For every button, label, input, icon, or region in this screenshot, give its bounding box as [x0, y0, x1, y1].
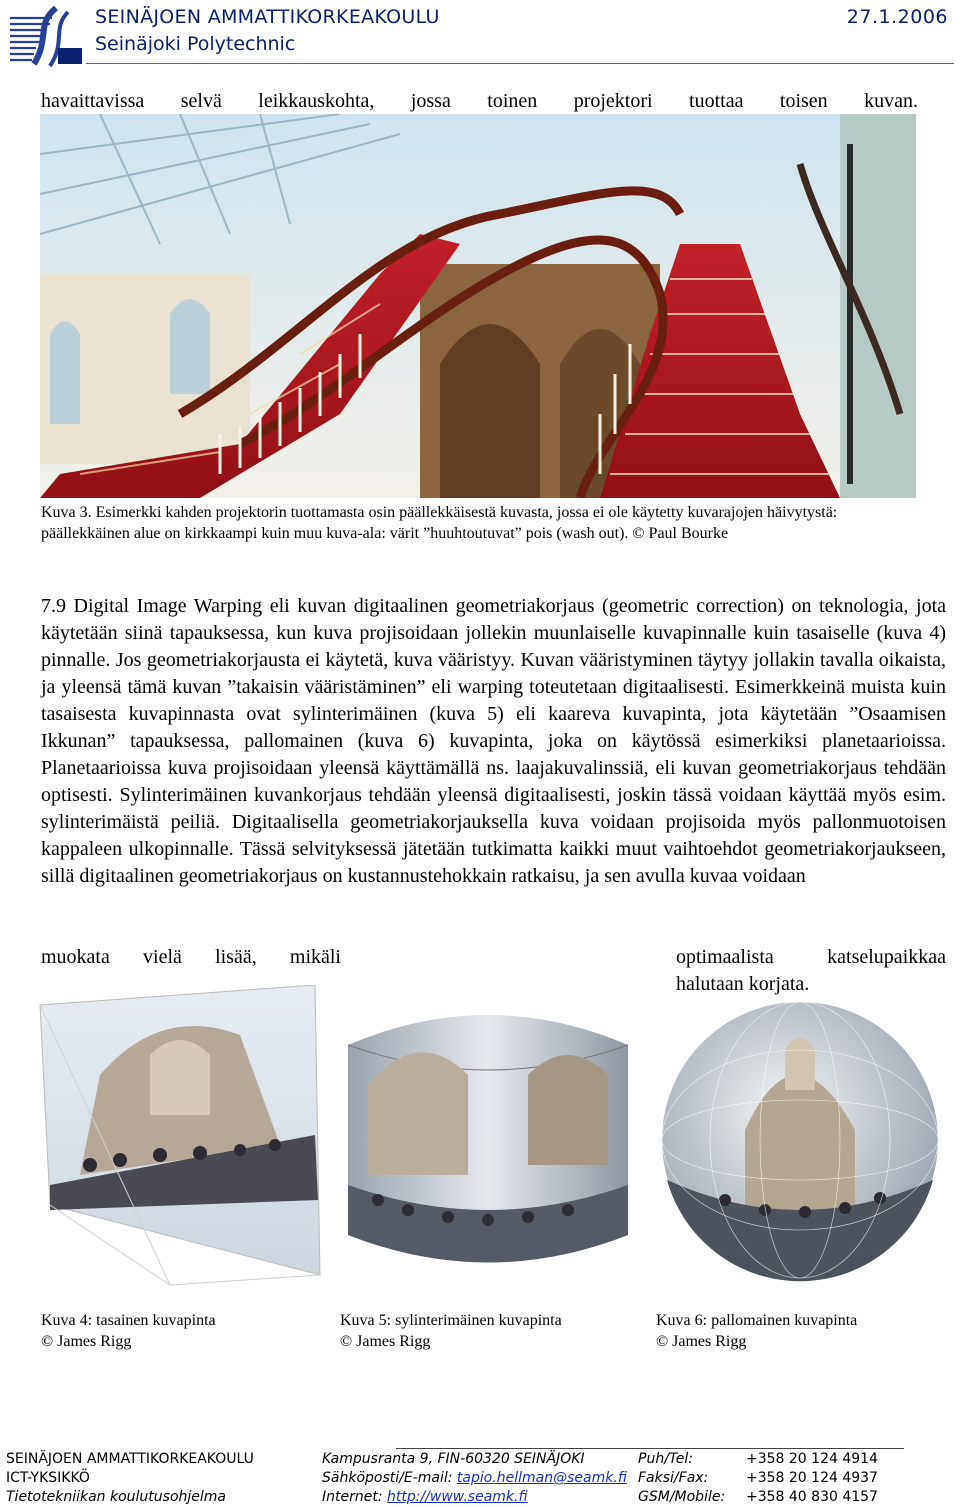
figure-6-credit: © James Rigg	[656, 1333, 747, 1350]
footer-divider	[396, 1448, 904, 1449]
footer-phone-labels	[638, 1450, 725, 1507]
footer-school: SEINÄJOEN AMMATTIKORKEAKOULU	[6, 1451, 254, 1467]
tail-right-line2: halutaan korjata.	[676, 973, 810, 995]
footer-internet-label: Internet:	[322, 1489, 388, 1505]
footer-phone-label: Puh/Tel:	[638, 1451, 693, 1467]
footer-fax-label: Faksi/Fax:	[638, 1470, 709, 1486]
figure-5-title: Kuva 5: sylinterimäinen kuvapinta	[340, 1312, 562, 1329]
section-7-9-paragraph: 7.9 Digital Image Warping eli kuvan digitaalinen geometriakorjaus (geometric correction) on teknologia, jota käytetään siinä tapauksessa, kun kuva projisoidaan jollekin muunlaiselle kuvapinnalle kuin tasaiselle (kuva 4) pinnalle. Jos geometriakorjausta ei käytetä, kuva vääristyy. Kuvan vääristyminen täytyy jollakin tavalla oikaista, ja yleensä tämä kuvan ”takaisin vääristäminen” eli warping toteutetaan digitaalisesti. Esimerkkeinä muista kuin tasaisesta kuvapinnasta ovat sylinterimäinen (kuva 5) eli kaareva kuvapinta, jota käytetään ”Osaamisen Ikkunan” tapauksessa, pallomainen (kuva 6) kuvapinta, joka on käytössä esimerkiksi planetaarioissa. Planetaarioissa kuva projisoidaan yleensä käyttämällä ns. laajakuvalinssiä, eli kuvan geometriakorjaus tehdään optisesti. Sylinterimäinen kuvankorjaus tehdään yleensä digitaalisesti, joskin tässä voidaan käyttää myös esim. sylinterimäistä peiliä. Digitaalisella geometriakorjauksella kuva voidaan projisoida myös pallonmuotoisen kappaleen ulkopinnalle. Tässä selvityksessä jätetään tutkimatta kaikki muut vaihtoehdot geometriakorjaukseen, sillä digitaalinen geometriakorjaus on kustannustehokkain ratkaisu, ja sen avulla kuvaa voidaan	[41, 595, 946, 887]
figure-4-title: Kuva 4: tasainen kuvapinta	[41, 1312, 216, 1329]
footer-mobile-number: +358 40 830 4157	[746, 1489, 878, 1505]
footer-organization	[6, 1450, 254, 1507]
footer-internet-row	[322, 1488, 627, 1507]
figure-caption-4	[41, 1310, 216, 1352]
tail-right-line1: optimaalista katselupaikkaa	[676, 946, 946, 968]
footer-address: Kampusranta 9, FIN-60320 SEINÄJOKI	[322, 1451, 585, 1467]
figure-5-credit: © James Rigg	[340, 1333, 431, 1350]
footer-mobile-label: GSM/Mobile:	[638, 1489, 726, 1505]
footer-email-row	[322, 1469, 627, 1488]
header-divider	[86, 63, 954, 64]
figure-caption-6	[656, 1310, 857, 1352]
footer-email-label: Sähköposti/E-mail:	[322, 1470, 457, 1486]
figure-4-credit: © James Rigg	[41, 1333, 132, 1350]
footer-phone-numbers	[746, 1450, 878, 1507]
footer-fax-number: +358 20 124 4937	[746, 1470, 878, 1486]
flat-surface-image	[30, 985, 342, 1290]
header-polytechnic-name: Seinäjoki Polytechnic	[95, 33, 296, 55]
paragraph-continuation: havaittavissa selvä leikkauskohta, jossa toinen projektori tuottaa toisen kuvan.	[41, 90, 918, 112]
footer-email-link[interactable]: tapio.hellman@seamk.fi	[456, 1470, 627, 1486]
school-logo	[6, 4, 86, 68]
footer-unit: ICT-YKSIKKÖ	[6, 1470, 90, 1486]
footer-website-link[interactable]: http://www.seamk.fi	[387, 1489, 528, 1505]
footer-contact	[322, 1450, 627, 1507]
footer-programme: Tietotekniikan koulutusohjelma	[6, 1489, 226, 1505]
figure-6-title: Kuva 6: pallomainen kuvapinta	[656, 1312, 858, 1329]
cylindrical-surface-image	[338, 985, 638, 1290]
paragraph-tail-left: muokata vielä lisää, mikäli	[41, 946, 341, 968]
header-school-name: SEINÄJOEN AMMATTIKORKEAKOULU	[95, 6, 440, 28]
figure-caption-3: Kuva 3. Esimerkki kahden projektorin tuottamasta osin päällekkäisestä kuvasta, jossa ei ole käytetty kuvarajojen häivytystä: päällekkäinen alue on kirkkaampi kuin muu kuva-ala: värit ”huuhtoutuvat” pois (wash out). © Paul Bourke	[41, 504, 838, 542]
staircase-photo	[40, 114, 916, 498]
spherical-surface-image	[655, 990, 945, 1290]
footer-phone-number: +358 20 124 4914	[746, 1451, 878, 1467]
header-date: 27.1.2006	[846, 6, 948, 28]
figure-caption-5	[340, 1310, 562, 1352]
